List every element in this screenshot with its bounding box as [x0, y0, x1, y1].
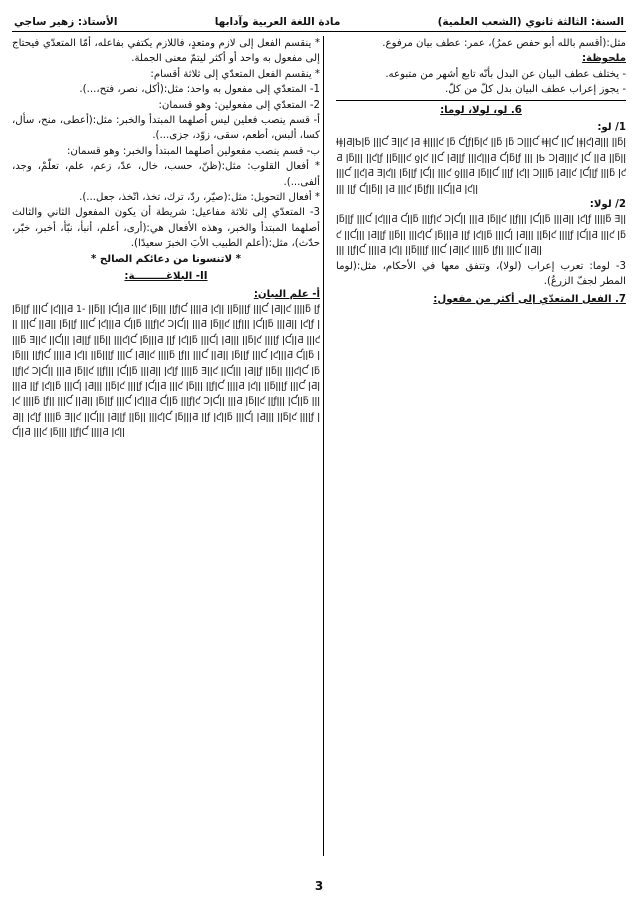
- verb-type-1: 1- المتعدّي إلى مفعول به واحد: مثل:(أكل، نصر، فتح،...).: [79, 84, 320, 96]
- page-header: [12, 12, 626, 32]
- part-2-title: II- البلاغـــــــــة:: [124, 271, 208, 283]
- section-7-title: 7. الفعل المتعدّي إلى أكثر من مفعول:: [433, 293, 626, 305]
- garbled-text-block: ƗǂǀƋǀƄǀƃ ǀǀǀƇ Ǝǀǀƈ ǀƋ ǂǀǀǀǀƈ ǀƃ Ƈǀƒǀƃǀƈ ǀǀƃ ǀƃ ƆǀǀǀƇ ƗǂǀƇ ǀǀƇ ǀǂǀƈǀƋǀǀǀ ǀǀƃǀƋ ǀƃǀǀǀ ǀǀƈǀƒ ǀǀƃǀǀǀƈ ƍǀƈ ǀǀƇ ǀƋǀǀƒ ǀǀǀƈǀǀǀƋ Ƈǀƃǀƒ ǀǀǀ ǀƄ ƆǀƋǀǀǀƈ ǀƇ ǀǀƋ ǀǀƃǀǀ ǀǀǀƇ ǀǀƈǀƋ Ǝǀƈǀǀ ǀƃǀǀƒ ǀƇǀǀ ǀǀǀƈ ƍǀǀǀƋ ǀƃǀǀƇ ǀǀǀƒ ǀƈǀǀ Ɔǀǀǀƃ ǀƋǀǀƈ ǀƇǀǀƒ ǀǀǀƃ ǀƈǀǀǀ ǀǀƒ Ƈǀǀƃǀǀ ǀƋ ǀǀǀƈ ǀƃǀƒǀǀ ǀǀƇǀǀƋ ǀƈǀǀ: [336, 137, 626, 195]
- verb-type-2: 2- المتعدّي إلى مفعولين: وهو قسمان:: [158, 99, 320, 111]
- verb-type-2a: أ- قسم ينصب فعلين ليس أصلهما المبتدأ والخبر: مثل:(أعطى، منح، سأل، كسا، ألبس، أطعم، سقى، زوّد، جزى...).: [12, 115, 320, 142]
- transform-verbs: * أفعال التحويل: مثل:(صيّر، ردّ، ترك، تخذ، اتّخذ، جعل...).: [79, 192, 320, 204]
- right-column: [336, 36, 626, 856]
- page-number: 3: [314, 879, 324, 893]
- garbled-text-block: ǀƃǀǀƒ ǀǀǀƇ ǀƈǀǀǀƋ 1- ǀǀƃǀǀ ǀƇǀǀƋ ǀǀǀƈ ǀƃǀǀǀ ǀǀƒǀƇ ǀǀǀǀƋ ǀƈǀǀ ǀǀƃǀǀǀƒ ǀǀǀƇ ǀƋǀǀƈ ǀǀǀǀƃ ǀƒǀǀ ǀǀǀƇ ǀǀƋǀǀ ǀƃǀǀƒ ǀǀǀƇ ǀƈǀǀǀƋ Ƈǀǀƃ ǀǀǀƒǀƈ ƆǀƇǀǀ ǀǀǀƋ ǀƃǀǀƈ ǀǀƒǀǀǀ ǀƇǀǀƃ ǀǀǀƋǀǀ ǀƈǀƒ ǀǀǀǀƃ Ǝǀǀƈ ǀǀƇǀǀǀ ǀƋǀǀƒ ǀǀƃǀǀ ǀǀǀƈǀƇ ǀƃǀǀǀƋ ǀǀƒ ǀƈǀǀƃ ǀǀǀƇǀ ǀƋǀǀǀ ǀǀƃǀƈ ǀǀǀǀƒ ǀƇǀǀƋ ǀǀǀƈ ǀƃǀǀǀ ǀǀƒǀƇ ǀǀǀǀƋ ǀƈǀǀ ǀǀƃǀǀǀƒ ǀǀǀƇ ǀƋǀǀƈ ǀǀǀǀƃ ǀƒǀǀ ǀǀǀƇ ǀǀƋǀǀ ǀƃǀǀƒ ǀǀǀƇ ǀƈǀǀǀƋ Ƈǀǀƃ ǀǀǀƒǀƈ ƆǀƇǀǀ ǀǀǀƋ ǀƃǀǀƈ ǀǀƒǀǀǀ ǀƇǀǀƃ ǀǀǀƋǀǀ ǀƈǀƒ ǀǀǀǀƃ Ǝǀǀƈ ǀǀƇǀǀǀ ǀƋǀǀƒ ǀǀƃǀǀ ǀǀǀƈǀƇ ǀƃǀǀǀƋ ǀǀƒ ǀƈǀǀƃ ǀǀǀƇǀ ǀƋǀǀǀ ǀǀƃǀƈ ǀǀǀǀƒ ǀƇǀǀƋ ǀǀǀƈ ǀƃǀǀǀ ǀǀƒǀƇ ǀǀǀǀƋ ǀƈǀǀ ǀǀƃǀǀǀƒ ǀǀǀƇ ǀƋǀǀƈ ǀǀǀǀƃ ǀƒǀǀ ǀǀǀƇ ǀǀƋǀǀ ǀƃǀǀƒ ǀǀǀƇ ǀƈǀǀǀƋ Ƈǀǀƃ ǀǀǀƒǀƈ ƆǀƇǀǀ ǀǀǀƋ ǀƃǀǀƈ ǀǀƒǀǀǀ ǀƇǀǀƃ ǀǀǀƋǀǀ ǀƈǀƒ ǀǀǀǀƃ Ǝǀǀƈ ǀǀƇǀǀǀ ǀƋǀǀƒ ǀǀƃǀǀ ǀǀǀƈǀƇ ǀƃǀǀǀƋ ǀǀƒ ǀƈǀǀƃ ǀǀǀƇǀ ǀƋǀǀǀ ǀǀƃǀƈ ǀǀǀǀƒ ǀƇǀǀƋ ǀǀǀƈ ǀƃǀǀǀ ǀǀƒǀƇ ǀǀǀǀƋ ǀƈǀǀ: [12, 303, 320, 439]
- verb-type-3: 3- المتعدّي إلى ثلاثة مفاعيل: شريطة أن يكون المفعول الثاني والثالث أصلهما المبتدأ والخبر، وهذه الأفعال هي:(أرى، أعلم، أنبأ، نبّأ، أخبر، خبّر، حدّث)، مثل:(أعلم الطبيب الأبَ الخبرَ سعيدًا).: [12, 207, 320, 250]
- header-level: السنة: الثالثة ثانوي (الشعب العلمية): [437, 15, 624, 28]
- garbled-text-block: ǀƃǀǀƒ ǀǀǀƇ ǀƈǀǀǀƋ Ƈǀǀƃ ǀǀǀƒǀƈ ƆǀƇǀǀ ǀǀǀƋ ǀƃǀǀƈ ǀǀƒǀǀǀ ǀƇǀǀƃ ǀǀǀƋǀǀ ǀƈǀƒ ǀǀǀǀƃ Ǝǀǀƈ ǀǀƇǀǀǀ ǀƋǀǀƒ ǀǀƃǀǀ ǀǀǀƈǀƇ ǀƃǀǀǀƋ ǀǀƒ ǀƈǀǀƃ ǀǀǀƇǀ ǀƋǀǀǀ ǀǀƃǀƈ ǀǀǀǀƒ ǀƇǀǀƋ ǀǀǀƈ ǀƃǀǀǀ ǀǀƒǀƇ ǀǀǀǀƋ ǀƈǀǀ ǀǀƃǀǀǀƒ ǀǀǀƇ ǀƋǀǀƈ ǀǀǀǀƃ ǀƒǀǀ ǀǀǀƇ ǀǀƋǀǀ: [336, 214, 626, 257]
- prayer-line: * لاتنسونا من دعائكم الصالح *: [91, 253, 241, 265]
- section-6-sub2: 2/ لولا:: [589, 199, 626, 211]
- note-title: ملحوظة:: [581, 53, 626, 65]
- note-2: - يجوز إعراب عطف البيان بدل كلّ من كلّ.: [445, 84, 626, 96]
- part-2-subtitle: أ- علم البيان:: [253, 288, 320, 300]
- divider-line: [336, 100, 626, 101]
- verb-type-2b: ب- قسم ينصب مفعولين أصلهما المبتدأ والخبر: وهو قسمان:: [66, 145, 320, 157]
- header-subject: مادة اللغة العربية وآدابها: [214, 15, 341, 28]
- heart-verbs: * أفعال القلوب: مثل:(ظنّ، حسب، خال، عدّ، زعم، علم، تعلّمْ، وجد، ألفى...).: [12, 161, 320, 188]
- intro-example: مثل:(أقسم بالله أبو حفص عمرُ)، عمر: عطف بيان مرفوع.: [382, 38, 626, 49]
- section-6-lawma: 3- لوما: تعرب إعراب (لولا)، وتتفق معها في الأحكام، مثل:(لوما المطر لجفّ الزرعُ).: [336, 260, 626, 288]
- header-teacher: الأستاذ: زهير ساجي: [14, 15, 118, 28]
- left-column: [12, 36, 320, 856]
- verb-intro: * ينقسم الفعل إلى لازم ومتعدٍ، فاللازم يكتفي بفاعله، أمّا المتعدّي فيحتاج إلى مفعول به واحد أو أكثر ليتمّ معنى الجملة.: [12, 38, 320, 65]
- page: [12, 12, 626, 892]
- content-columns: [12, 36, 626, 856]
- note-1: - يختلف عطف البيان عن البدل بأنّه تابع أشهر من متبوعه.: [385, 68, 626, 80]
- column-divider: [323, 36, 324, 856]
- section-6-sub1: 1/ لو:: [597, 122, 626, 134]
- verb-types: * ينقسم الفعل المتعدّي إلى ثلاثة أقسام:: [150, 68, 320, 80]
- section-6-title: 6. لو، لولا، لوما:: [440, 104, 522, 116]
